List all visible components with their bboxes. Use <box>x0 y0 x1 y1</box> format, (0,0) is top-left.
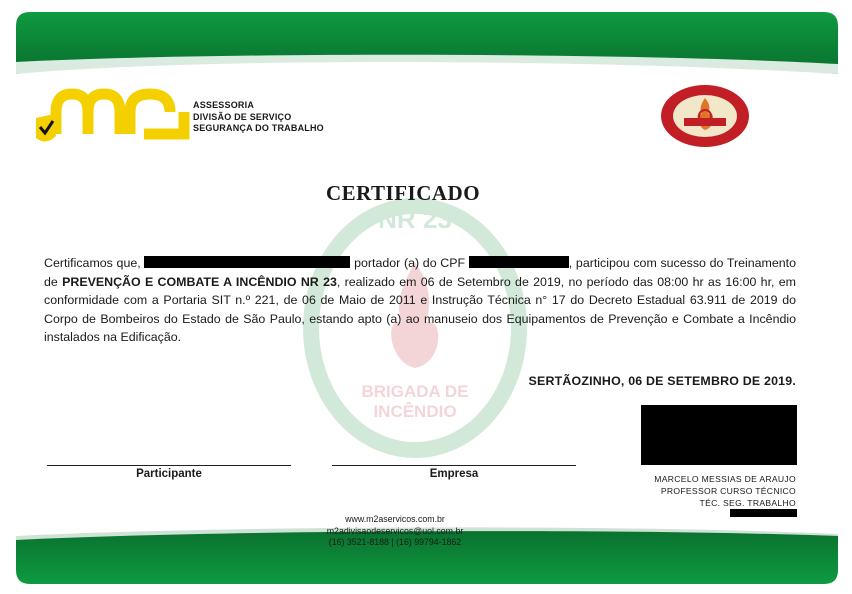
body-intro: Certificamos que, <box>44 256 141 270</box>
redacted-name <box>144 256 350 268</box>
contact-website: www.m2aservicos.com.br <box>345 514 445 524</box>
place-date: SERTÃOZINHO, 06 DE SETEMBRO DE 2019. <box>528 374 796 388</box>
company-signature-line <box>332 465 576 466</box>
certificate-title: CERTIFICADO <box>325 181 481 205</box>
watermark-bottom-line1: BRIGADA DE <box>361 382 469 401</box>
body-rest: , realizado em 06 de Setembro de 2019, no período das 08:00 hr as 16:00 hr, em conformidade com a Portaria SIT n.º 221, de 06 de Maio de 2011 e Instrução Técnica n° 17 do Decreto Estadual 63.911 de 2019 do Corpo de Bombeiros do Estado de São Paulo, estando apto (a) ao manuseio dos Equipamentos de Prevenção e Combate a Incêndio instalados na Edificação. <box>44 274 797 345</box>
instructor-block <box>654 473 796 509</box>
top-green-banner <box>16 12 838 74</box>
redacted-signature <box>641 405 797 465</box>
contact-block <box>0 514 790 549</box>
company-line-3: SEGURANÇA DO TRABALHO <box>193 123 324 133</box>
company-label: Empresa <box>429 468 479 480</box>
instructor-role-1: PROFESSOR CURSO TÉCNICO <box>660 486 796 496</box>
body-participou: , participou com sucesso do Treinamento de <box>44 256 796 289</box>
brigada-seal-icon <box>660 84 750 148</box>
participant-signature-line <box>47 465 291 466</box>
course-name: PREVENÇÃO E COMBATE A INCÊNDIO NR 23 <box>62 274 337 289</box>
certificate-body <box>44 254 796 347</box>
company-line-2: DIVISÃO DE SERVIÇO <box>193 111 292 122</box>
company-line-1: ASSESSORIA <box>193 100 255 110</box>
watermark-top-text: NR 23 <box>378 204 452 234</box>
instructor-name: MARCELO MESSIAS DE ARAUJO <box>654 474 796 484</box>
contact-email: m2adivisaodeservicos@uol.com.br <box>326 525 464 536</box>
m2a-logo <box>34 84 190 148</box>
contact-phones: (16) 3521-8188 | (16) 99794-1862 <box>328 537 462 547</box>
company-name-block <box>193 100 324 135</box>
redacted-cpf <box>469 256 569 268</box>
instructor-role-2: TÉC. SEG. TRABALHO <box>699 498 796 508</box>
watermark-bottom-line2: INCÊNDIO <box>373 402 457 421</box>
body-portador: portador (a) do CPF <box>350 256 469 270</box>
participant-label: Participante <box>136 468 202 480</box>
